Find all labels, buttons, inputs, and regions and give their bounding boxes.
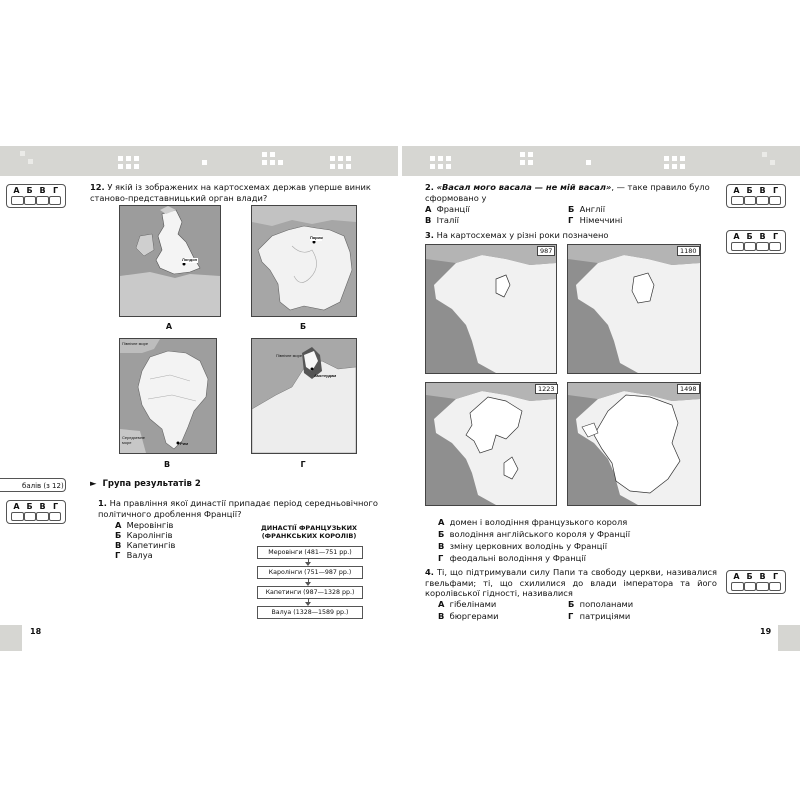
map-b-place-label: Париж [310,235,323,240]
page-number-right-text: 19 [760,627,772,636]
q4-option-d[interactable]: Г патриціями [568,611,631,621]
q1-option-c[interactable]: В Капетингів [115,540,176,550]
page-number-left-text: 18 [30,627,42,636]
page-number-right [778,625,800,651]
answer-grid-q1[interactable]: А Б В Г [6,500,66,524]
question-3: 3. На картосхемах у різні роки позначено [425,230,609,240]
answer-grid-q3[interactable]: А Б В Г [726,230,786,254]
q2-option-d[interactable]: Г Німеччині [568,215,623,225]
q3-option-b[interactable]: Б володіння англійського короля у Франції [438,529,631,539]
q4-option-a[interactable]: А гібелінами [438,599,497,609]
map-c-place-label: Рим [180,441,189,446]
map-a-england [119,205,221,317]
question-2: 2. «Васал мого васала — не мій васал», — таке правило було сформовано у [425,182,710,203]
map-1180 [567,244,701,374]
map-a-place-label: Лондон [182,257,198,262]
header-band-left [0,146,398,176]
score-box [0,478,66,492]
header-band-right [402,146,800,176]
answer-grid-q12[interactable]: А Б В Г [6,184,66,208]
score-text: балів (з 12) [22,482,64,490]
q2-option-c[interactable]: В Італії [425,215,459,225]
triangle-bullet-icon: ► [90,479,97,489]
map-c-empire [119,338,217,454]
q1-option-b[interactable]: Б Каролінгів [115,530,173,540]
map-1498-year: 1498 [677,384,700,394]
map-987 [425,244,557,374]
dynasty-box: Меровінги (481—751 рр.) [257,546,363,559]
group-title: ► Група результатів 2 [90,479,201,489]
question-12: 12. У якій із зображених на картосхемах держав уперше виник станово-представницький орган влади? [90,182,371,203]
q1-option-d[interactable]: Г Валуа [115,550,153,560]
map-b-france [251,205,357,317]
q4-option-b[interactable]: Б пополанами [568,599,634,609]
q3-option-c[interactable]: В зміну церковних володінь у Франції [438,541,608,551]
q1-option-a[interactable]: А Меровінгів [115,520,174,530]
dynasty-box: Валуа (1328—1589 рр.) [257,606,363,619]
q2-option-b[interactable]: Б Англії [568,204,606,214]
dynasty-diagram-title: ДИНАСТІЇ ФРАНЦУЗЬКИХ (ФРАНКСЬКИХ КОРОЛІВ) [260,524,358,540]
map-1223 [425,382,557,506]
map-c-sea1-label: Північне море [122,341,149,346]
answer-grid-q2[interactable]: А Б В Г [726,184,786,208]
question-4: 4. Ті, що підтримували силу Папи та свободу церкви, називалися гвельфами; ті, що схилилися до влади імператора та його королівської гідності, називалися [425,567,718,598]
q3-option-a[interactable]: А домен і володіння французького короля [438,517,628,527]
map-d-sea1-label: Північне море [276,353,303,358]
map-c-sea2-label: Середземне море [122,435,146,445]
map-1223-year: 1223 [535,384,558,394]
dynasty-box: Капетинги (987—1328 рр.) [257,586,363,599]
dynasty-box: Каролінги (751—987 рр.) [257,566,363,579]
question-1: 1. На правління якої династії припадає період середньовічного політичного дроблення Франції? [98,498,378,519]
map-1180-year: 1180 [677,246,700,256]
page-number-left [0,625,22,651]
q3-option-d[interactable]: Г феодальні володіння у Франції [438,553,586,563]
map-1498 [567,382,701,506]
map-b-label: Б [299,322,307,331]
map-d-label: Г [300,460,306,469]
map-a-label: А [165,322,173,331]
map-d-netherlands [251,338,357,454]
map-c-label: В [163,460,171,469]
q4-option-c[interactable]: В бюргерами [438,611,499,621]
map-d-place-label: Амстердам [314,373,337,378]
answer-grid-q4[interactable]: А Б В Г [726,570,786,594]
map-987-year: 987 [537,246,555,256]
q2-option-a[interactable]: А Франції [425,204,470,214]
